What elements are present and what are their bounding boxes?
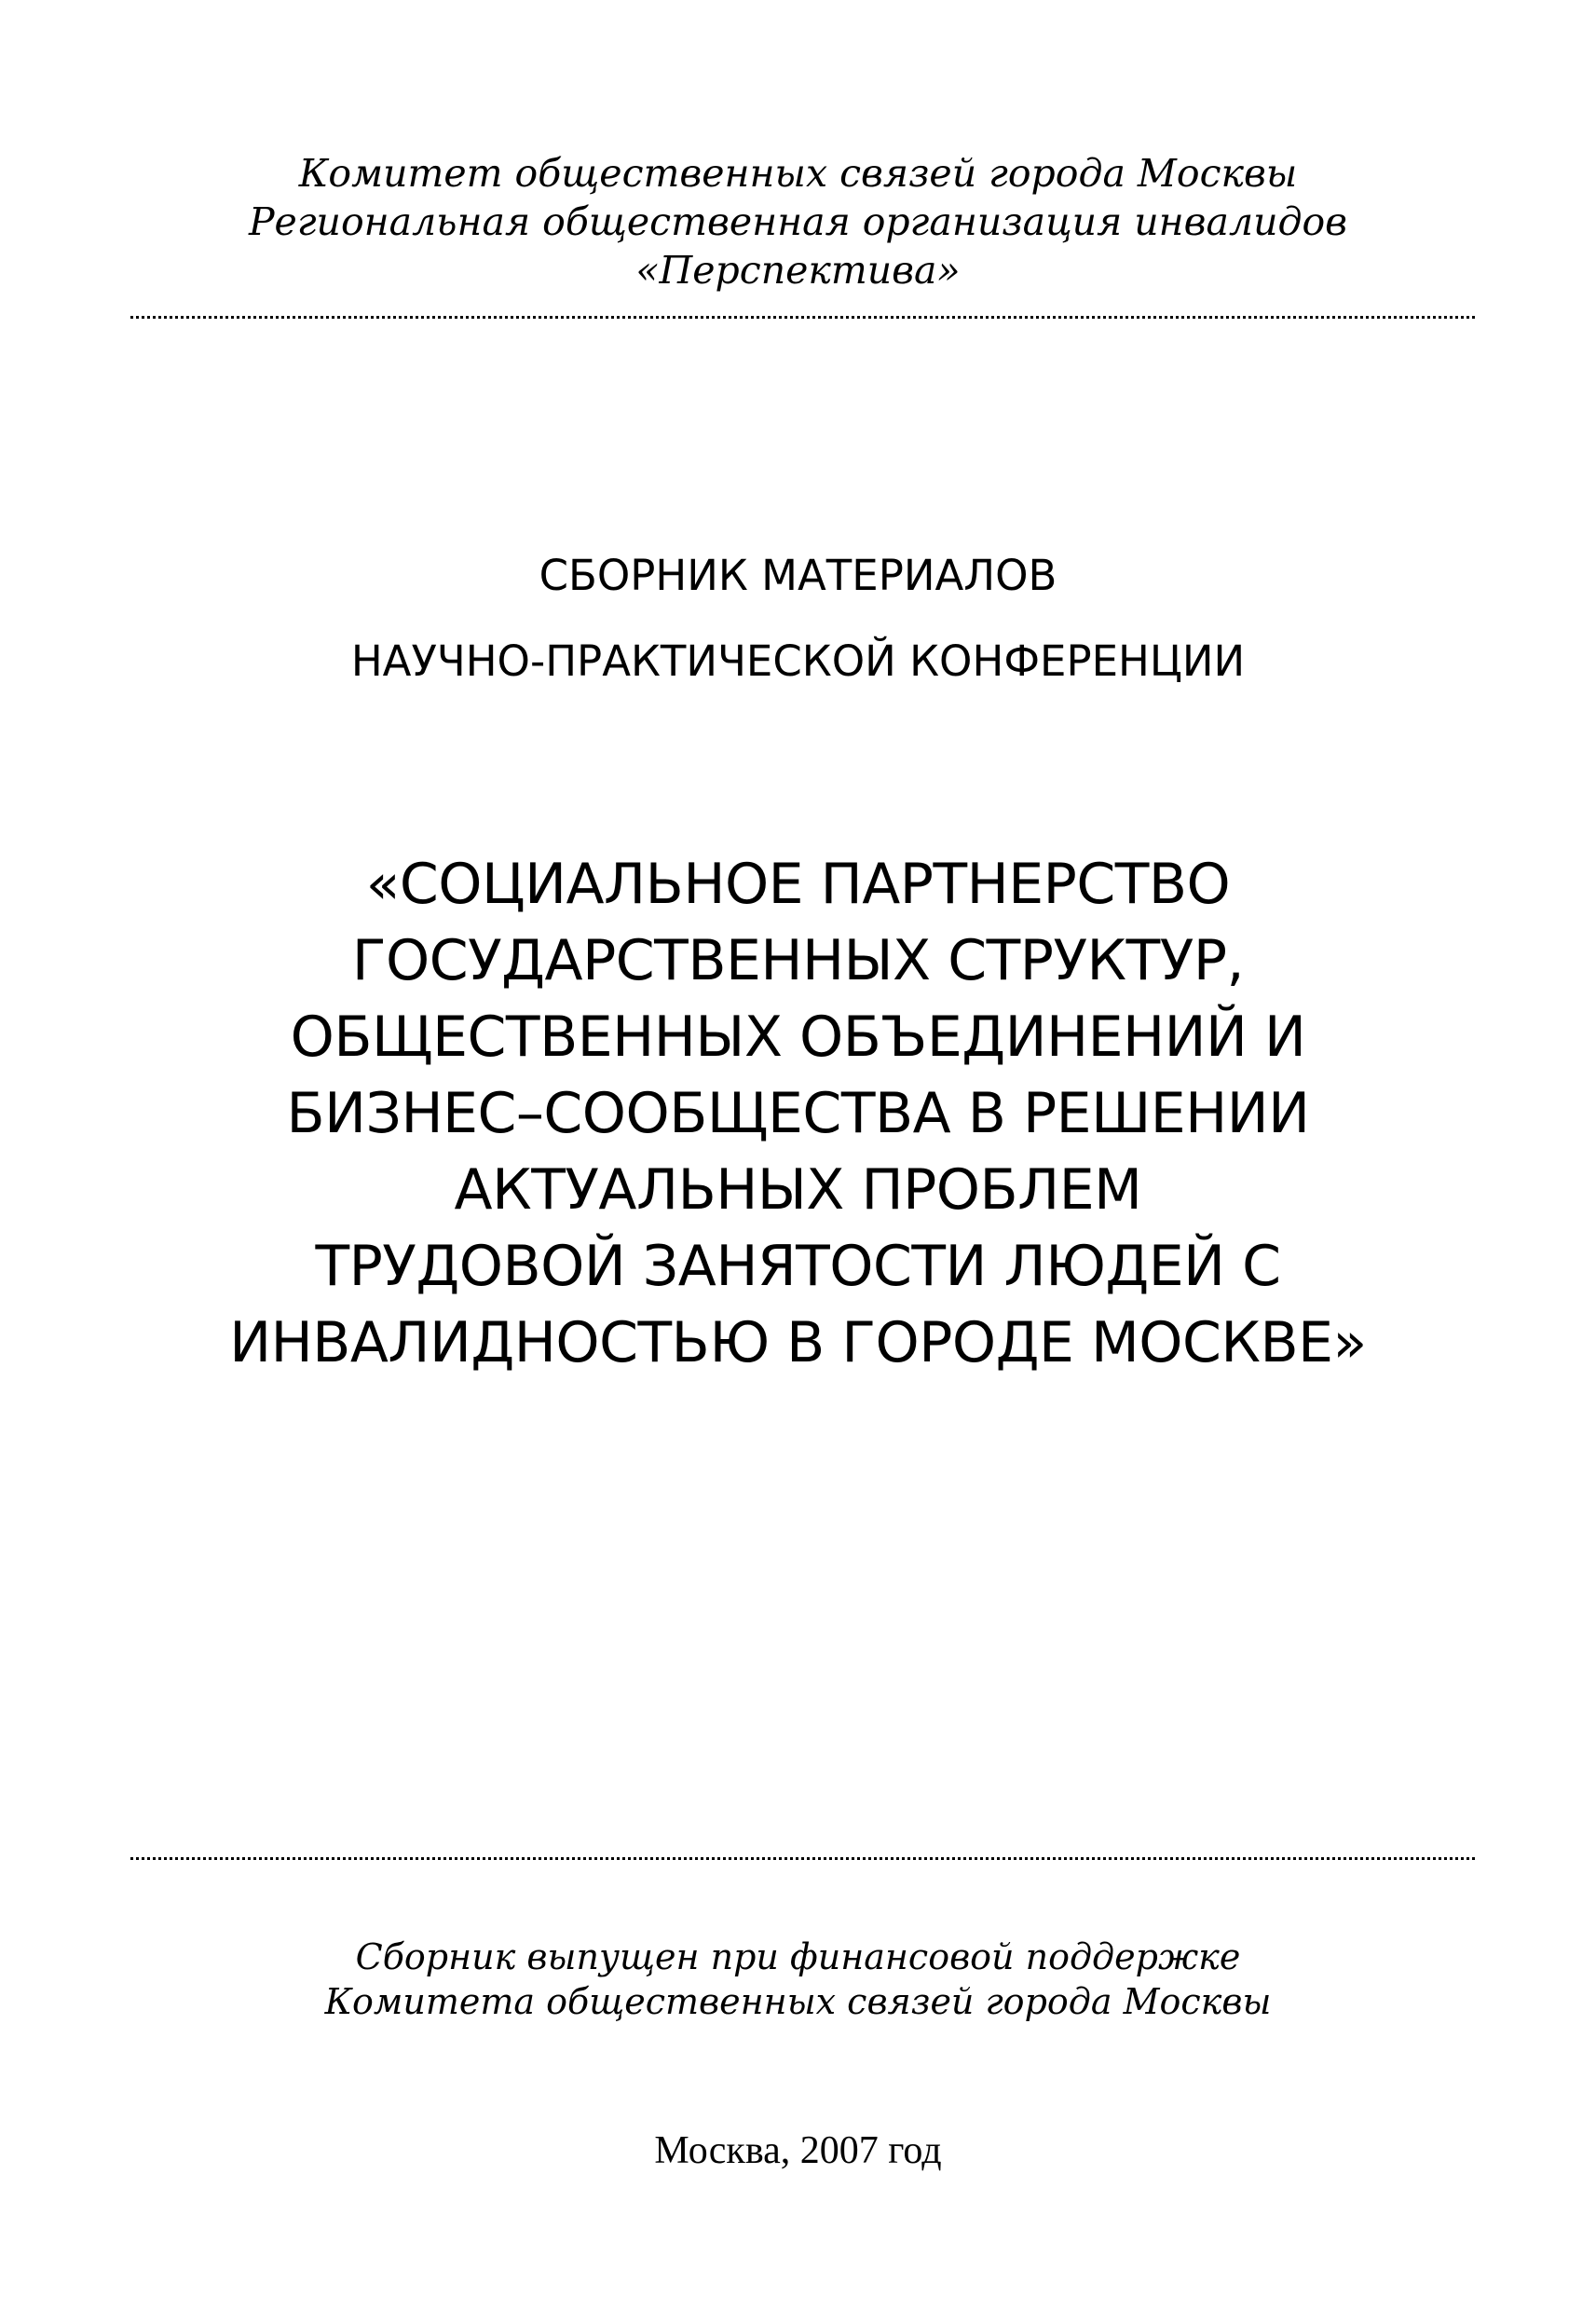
publisher-header <box>130 149 1466 294</box>
conference-title <box>93 846 1503 1381</box>
subtitle-line-2: НАУЧНО-ПРАКТИЧЕСКОЙ КОНФЕРЕНЦИИ <box>350 636 1246 686</box>
header-line-committee: Комитет общественных связей города Москвы <box>298 151 1298 196</box>
top-dotted-divider <box>130 316 1475 319</box>
title-line-5: АКТУАЛЬНЫХ ПРОБЛЕМ <box>454 1157 1142 1223</box>
funding-note <box>130 1935 1466 2024</box>
title-line-6: ТРУДОВОЙ ЗАНЯТОСТИ ЛЮДЕЙ С <box>315 1234 1281 1299</box>
funding-line-1: Сборник выпущен при финансовой поддержке <box>355 1936 1241 1977</box>
bottom-dotted-divider <box>130 1857 1475 1860</box>
title-line-4: БИЗНЕС–СООБЩЕСТВА В РЕШЕНИИ <box>286 1081 1310 1146</box>
title-line-2: ГОСУДАРСТВЕННЫХ СТРУКТУР, <box>351 928 1245 993</box>
title-line-1: «СОЦИАЛЬНОЕ ПАРТНЕРСТВО <box>365 852 1231 917</box>
header-line-name: «Перспектива» <box>635 248 961 293</box>
funding-line-2: Комитета общественных связей города Москвы <box>324 1981 1272 2022</box>
imprint-city-year: Москва, 2007 год <box>654 2129 942 2172</box>
title-line-3: ОБЩЕСТВЕННЫХ ОБЪЕДИНЕНИЙ И <box>290 1005 1306 1070</box>
title-line-7: ИНВАЛИДНОСТЬЮ В ГОРОДЕ МОСКВЕ» <box>229 1310 1367 1375</box>
collection-subtitle <box>93 533 1503 704</box>
subtitle-line-1: СБОРНИК МАТЕРИАЛОВ <box>539 551 1057 600</box>
header-line-organization: Региональная общественная организация инвалидов <box>248 199 1348 244</box>
